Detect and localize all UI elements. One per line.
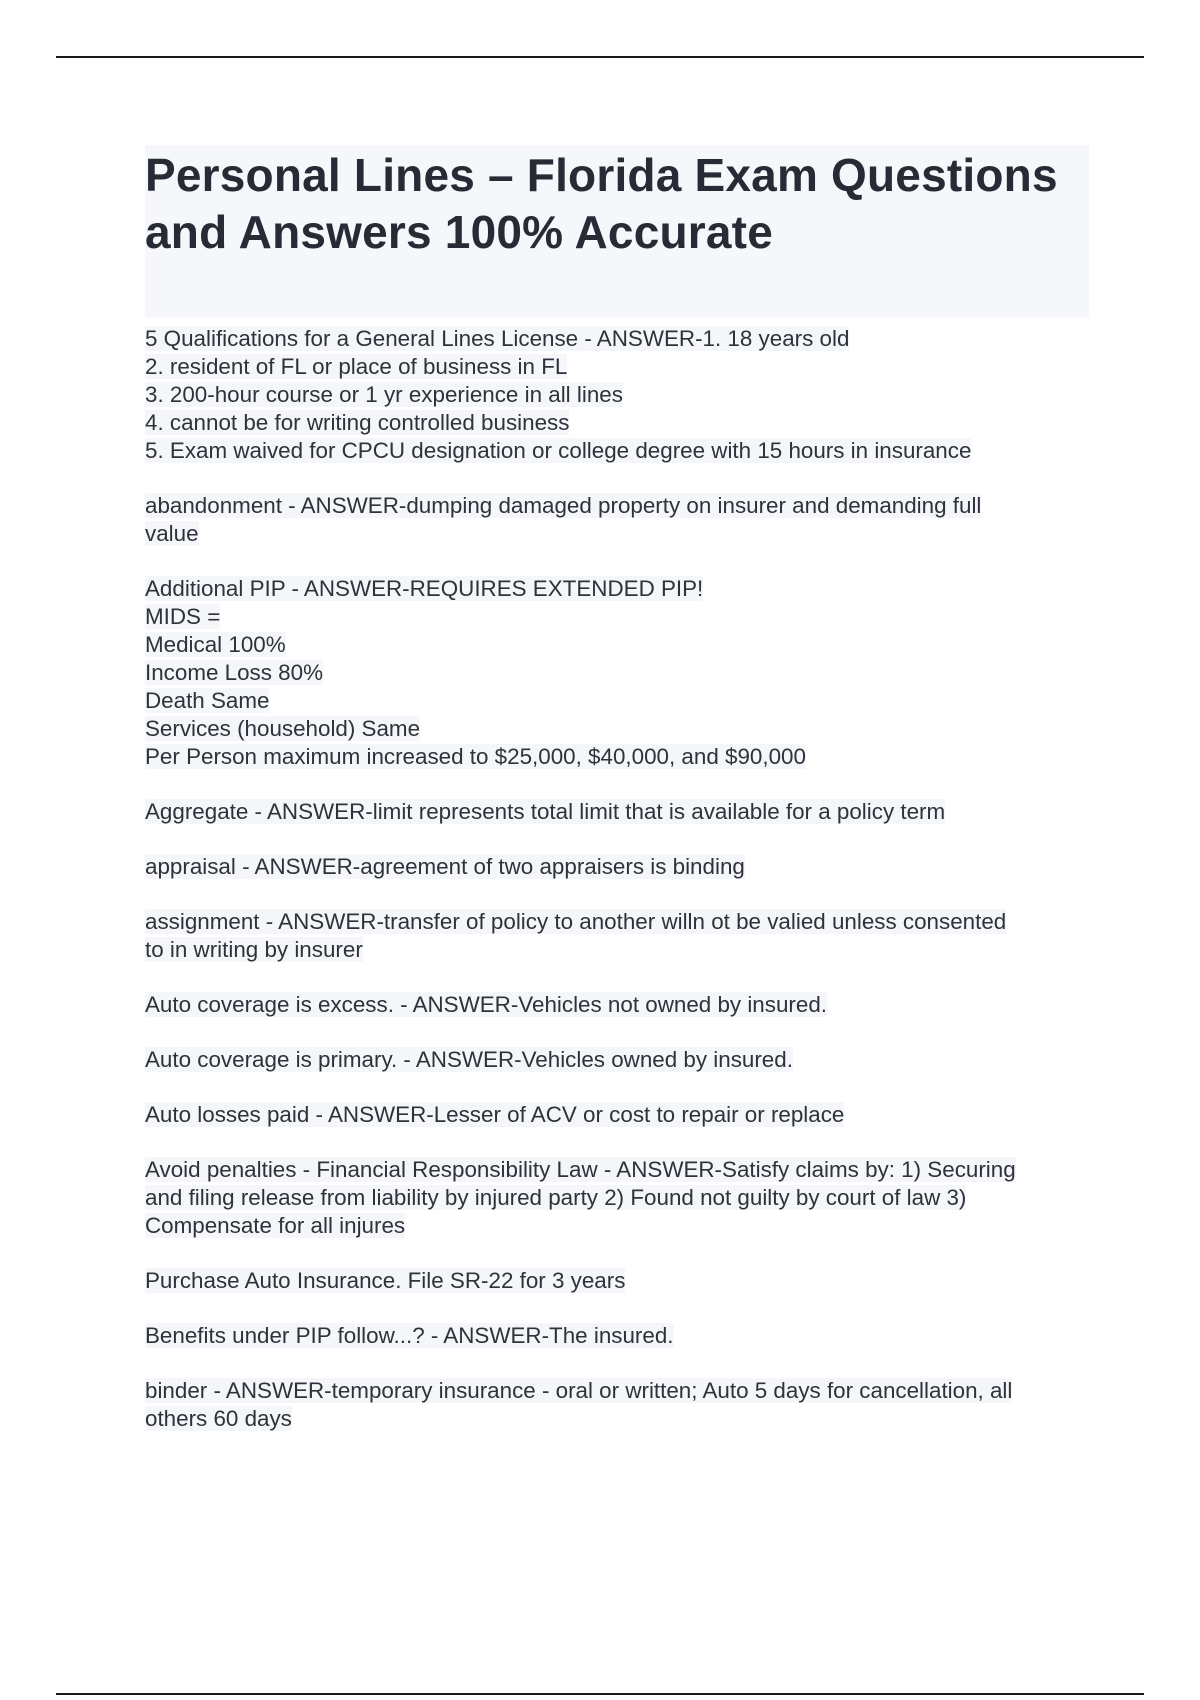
qa-entry <box>145 908 1089 964</box>
qa-entry <box>145 1267 1089 1295</box>
qa-entry <box>145 1046 1089 1074</box>
qa-line: Auto coverage is excess. - ANSWER-Vehicles not owned by insured. <box>145 992 827 1017</box>
qa-line: and filing release from liability by injured party 2) Found not guilty by court of law 3) <box>145 1185 967 1210</box>
qa-line: MIDS = <box>145 604 221 629</box>
qa-entry <box>145 798 1089 826</box>
qa-line: Medical 100% <box>145 632 286 657</box>
qa-entry <box>145 575 1089 771</box>
qa-entry <box>145 991 1089 1019</box>
qa-line: Services (household) Same <box>145 716 421 741</box>
qa-line: 2. resident of FL or place of business in FL <box>145 354 568 379</box>
qa-line: binder - ANSWER-temporary insurance - oral or written; Auto 5 days for cancellation, all <box>145 1378 1013 1403</box>
qa-line: abandonment - ANSWER-dumping damaged property on insurer and demanding full <box>145 493 982 518</box>
document-body <box>145 145 1089 1460</box>
qa-line: appraisal - ANSWER-agreement of two appraisers is binding <box>145 854 745 879</box>
qa-entry <box>145 492 1089 548</box>
qa-line: others 60 days <box>145 1406 292 1431</box>
qa-line: 5 Qualifications for a General Lines License - ANSWER-1. 18 years old <box>145 326 850 351</box>
qa-entry <box>145 1322 1089 1350</box>
qa-entry <box>145 1101 1089 1129</box>
qa-line: 5. Exam waived for CPCU designation or college degree with 15 hours in insurance <box>145 438 972 463</box>
qa-line: Per Person maximum increased to $25,000, $40,000, and $90,000 <box>145 744 806 769</box>
qa-line: Income Loss 80% <box>145 660 323 685</box>
qa-line: Avoid penalties - Financial Responsibility Law - ANSWER-Satisfy claims by: 1) Securing <box>145 1157 1016 1182</box>
top-rule <box>56 56 1144 58</box>
bottom-rule <box>56 1693 1144 1695</box>
qa-entry <box>145 1156 1089 1240</box>
title-block <box>145 145 1089 317</box>
qa-line: Aggregate - ANSWER-limit represents total limit that is available for a policy term <box>145 799 946 824</box>
qa-entry <box>145 325 1089 465</box>
qa-line: to in writing by insurer <box>145 937 363 962</box>
qa-line: value <box>145 521 199 546</box>
qa-entry <box>145 1377 1089 1433</box>
qa-line: Compensate for all injures <box>145 1213 406 1238</box>
qa-line: Purchase Auto Insurance. File SR-22 for 3 years <box>145 1268 626 1293</box>
document-title: Personal Lines – Florida Exam Questions and Answers 100% Accurate <box>145 149 1058 258</box>
qa-list <box>145 325 1089 1433</box>
qa-entry <box>145 853 1089 881</box>
qa-line: Auto losses paid - ANSWER-Lesser of ACV or cost to repair or replace <box>145 1102 845 1127</box>
qa-line: 4. cannot be for writing controlled business <box>145 410 570 435</box>
qa-line: Auto coverage is primary. - ANSWER-Vehicles owned by insured. <box>145 1047 793 1072</box>
qa-line: Benefits under PIP follow...? - ANSWER-The insured. <box>145 1323 674 1348</box>
qa-line: Death Same <box>145 688 270 713</box>
qa-line: 3. 200-hour course or 1 yr experience in all lines <box>145 382 623 407</box>
qa-line: Additional PIP - ANSWER-REQUIRES EXTENDED PIP! <box>145 576 704 601</box>
qa-line: assignment - ANSWER-transfer of policy to another willn ot be valied unless consented <box>145 909 1007 934</box>
